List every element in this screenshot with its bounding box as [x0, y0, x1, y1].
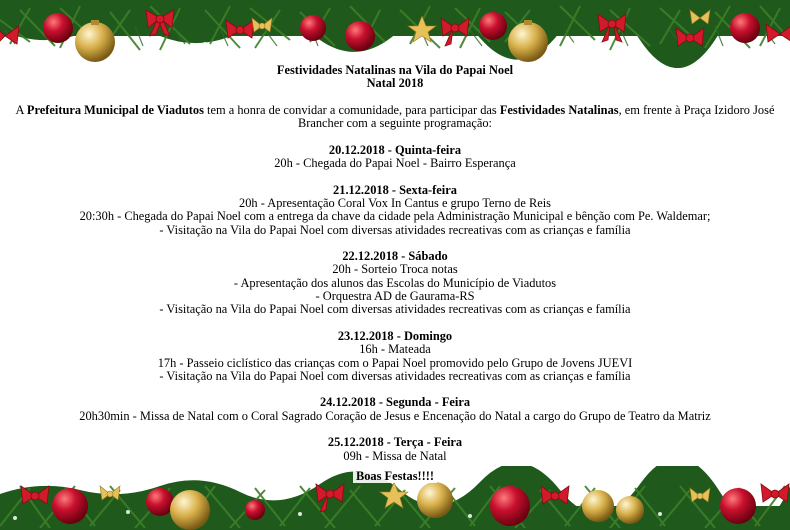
day-line: - Apresentação dos alunos das Escolas do Município de Viadutos [233, 275, 557, 290]
day-line: 16h - Mateada [359, 342, 431, 357]
day-line: 17h - Passeio ciclístico das crianças com o Papai Noel promovido pelo Grupo de Jovens JUEVI [157, 355, 633, 370]
intro-paragraph [0, 104, 790, 131]
top-garland-graphic [0, 0, 790, 68]
schedule-day [0, 250, 790, 316]
schedule-day [0, 330, 790, 383]
day-line: - Visitação na Vila do Papai Noel com diversas atividades recreativas com as crianças e família [159, 222, 631, 237]
day-line: - Visitação na Vila do Papai Noel com diversas atividades recreativas com as crianças e família [159, 368, 631, 383]
day-heading: 20.12.2018 - Quinta-feira [328, 142, 462, 157]
day-line: 20:30h - Chegada do Papai Noel com a entrega da chave da cidade pela Administração Municipal e bênção com Pe. Waldemar; [79, 209, 711, 224]
day-line: 09h - Missa de Natal [343, 448, 447, 463]
closing-greeting [0, 469, 790, 483]
schedule-day [0, 184, 790, 237]
top-christmas-garland [0, 0, 790, 68]
intro-organization: Prefeitura Municipal de Viadutos [26, 102, 204, 117]
day-heading: 25.12.2018 - Terça - Feira [327, 435, 463, 450]
day-heading: 24.12.2018 - Segunda - Feira [319, 395, 471, 410]
intro-middle: tem a honra de convidar a comunidade, para participar das [203, 102, 500, 117]
closing-text: Boas Festas!!!! [353, 469, 437, 483]
intro-event: Festividades Natalinas [499, 102, 619, 117]
schedule-day [0, 144, 790, 171]
intro-prefix: A [15, 102, 27, 117]
day-line: 20h30min - Missa de Natal com o Coral Sagrado Coração de Jesus e Encenação do Natal a cargo do Grupo de Teatro da Matriz [79, 408, 711, 423]
schedule-day [0, 396, 790, 423]
title-block [0, 64, 790, 91]
day-heading: 22.12.2018 - Sábado [342, 249, 448, 264]
day-line: 20h - Sorteio Troca notas [332, 262, 458, 277]
day-line: - Orquestra AD de Gaurama-RS [315, 289, 475, 304]
intro-suffix: , em frente à Praça Izidoro José Brancher com a seguinte programação: [297, 102, 775, 131]
day-line: 20h - Apresentação Coral Vox In Cantus e grupo Terno de Reis [239, 195, 551, 210]
day-line: 20h - Chegada do Papai Noel - Bairro Esperança [274, 156, 516, 171]
page-title: Festividades Natalinas na Vila do Papai Noel [276, 63, 514, 77]
day-line: - Visitação na Vila do Papai Noel com diversas atividades recreativas com as crianças e família [159, 302, 631, 317]
day-heading: 23.12.2018 - Domingo [337, 328, 453, 343]
invitation-content [0, 64, 790, 463]
page-subtitle: Natal 2018 [366, 76, 424, 91]
day-heading: 21.12.2018 - Sexta-feira [333, 182, 457, 197]
schedule-day [0, 436, 790, 463]
